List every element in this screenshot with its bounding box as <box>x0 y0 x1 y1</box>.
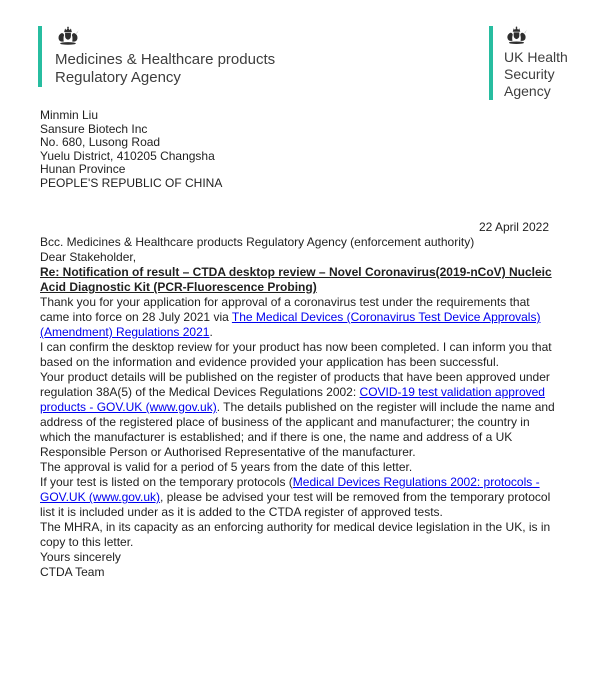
p1-text-pre: Thank you for your application for approval of a coronavirus test under the requirements that came into force on 28 July 2021 via <box>40 295 530 324</box>
recipient-address <box>40 109 557 190</box>
mhra-logo-accent-bar <box>38 26 42 87</box>
recipient-country: PEOPLE'S REPUBLIC OF CHINA <box>40 175 223 190</box>
closing-line: Yours sincerely <box>40 550 121 564</box>
recipient-company: Sansure Biotech Inc <box>40 121 148 136</box>
paragraph-mhra-copy: The MHRA, in its capacity as an enforcing authority for medical device legislation in the UK, is in copy to this letter. <box>40 520 551 549</box>
ukhsa-logo <box>489 26 568 100</box>
paragraph-thank-you <box>40 295 557 340</box>
p5-text-pre: If your test is listed on the temporary protocols ( <box>40 475 293 489</box>
subject-line: Re: Notification of result – CTDA desktop review – Novel Coronavirus(2019-nCoV) Nucleic Acid Diagnostic Kit (PCR-Fluorescence Probing) <box>40 265 552 294</box>
royal-crest-icon <box>55 26 275 46</box>
letterhead <box>0 0 600 104</box>
ukhsa-logo-line1: UK Health <box>504 49 568 65</box>
approved-products-link[interactable]: COVID-19 test validation approved products - GOV.UK (www.gov.uk) <box>40 385 545 414</box>
paragraph-approval-validity: The approval is valid for a period of 5 years from the date of this letter. <box>40 460 413 474</box>
royal-crest-icon <box>504 26 568 45</box>
recipient-street: No. 680, Lusong Road <box>40 135 161 149</box>
paragraph-register <box>40 370 557 460</box>
p1-text-post: . <box>209 325 213 339</box>
salutation: Dear Stakeholder, <box>40 250 137 264</box>
letter-body <box>0 109 557 580</box>
regulations-2021-link[interactable]: The Medical Devices (Coronavirus Test Device Approvals) (Amendment) Regulations 2021 <box>40 310 541 339</box>
signoff-line: CTDA Team <box>40 565 105 579</box>
mhra-logo-inner <box>55 26 275 87</box>
mhra-logo-line2: Regulatory Agency <box>55 69 181 86</box>
p3-text-post: . The details published on the register will include the name and address of the registered place of business of the applicant and manufacturer; the country in which the manufacturer is established; and if there is one, the name and address of a UK Responsible Person or Authorised Representative of the manufacturer. <box>40 400 555 459</box>
mhra-logo <box>38 26 275 87</box>
recipient-province: Hunan Province <box>40 162 126 176</box>
p3-text-pre: Your product details will be published on the register of products that have been approved under regulation 38A(5) of the Medical Devices Regulations 2002: <box>40 370 550 399</box>
mhra-logo-text <box>55 51 275 87</box>
paragraph-confirmation: I can confirm the desktop review for your product has now been completed. I can inform you that based on the information and evidence provided your application has been successful. <box>40 340 552 369</box>
bcc-line: Bcc. Medicines & Healthcare products Regulatory Agency (enforcement authority) <box>40 235 475 249</box>
recipient-district: Yuelu District, 410205 Changsha <box>40 148 215 163</box>
p5-text-post: , please be advised your test will be removed from the temporary protocol list it is included under as it is added to the CTDA register of approved tests. <box>40 490 551 519</box>
ukhsa-logo-accent-bar <box>489 26 493 100</box>
paragraph-temporary-protocols <box>40 475 557 520</box>
recipient-name: Minmin Liu <box>40 108 99 122</box>
ukhsa-logo-text <box>504 49 568 100</box>
ukhsa-logo-line2: Security <box>504 66 555 82</box>
letter-date: 22 April 2022 <box>478 220 549 234</box>
protocols-link[interactable]: Medical Devices Regulations 2002: protocols - GOV.UK (www.gov.uk) <box>40 475 540 504</box>
ukhsa-logo-line3: Agency <box>504 83 551 99</box>
mhra-logo-line1: Medicines & Healthcare products <box>55 51 276 68</box>
ukhsa-logo-inner <box>504 26 568 100</box>
